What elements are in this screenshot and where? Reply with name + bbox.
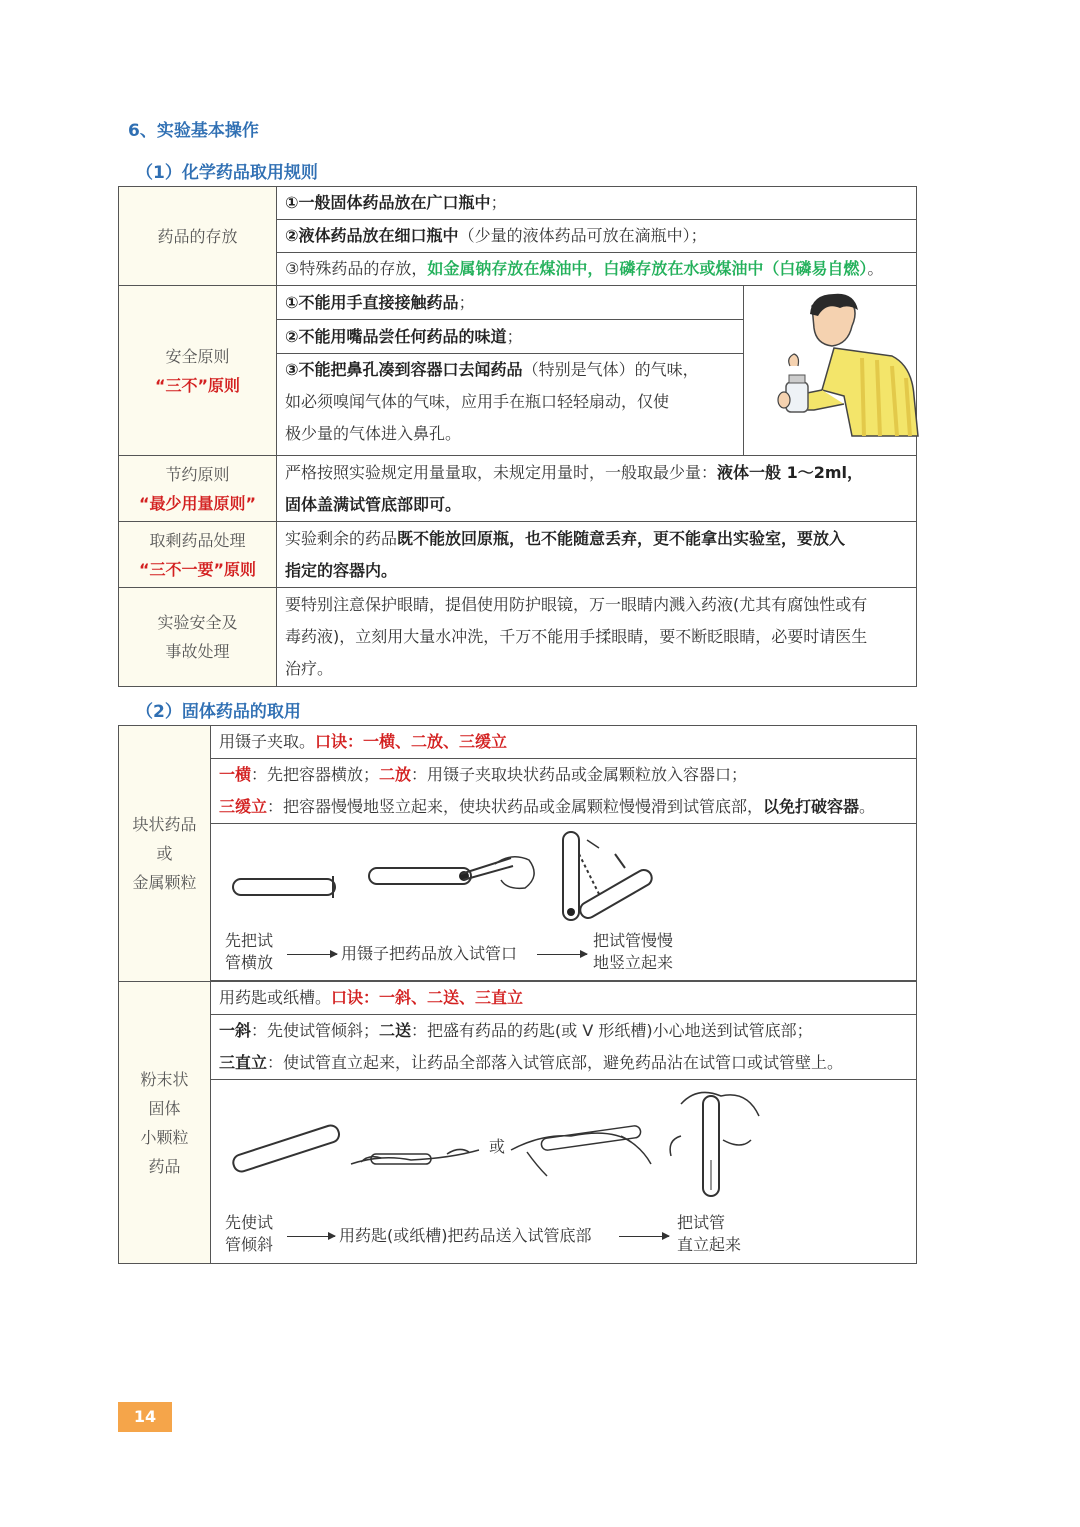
powder-step-2: 用药匙(或纸槽)把药品送入试管底部 [339, 1226, 592, 1245]
subsection-title-2: （2）固体药品的取用 [136, 702, 301, 722]
block-label: 块状药品 或 金属颗粒 [119, 726, 211, 982]
powder-procedure-illustration [211, 1080, 917, 1264]
powder-row-2: 一斜：先使试管倾斜；二送：把盛有药品的药匙(或 V 形纸槽)小心地送到试管底部； 三直立：使试管直立起来，让药品全部落入试管底部，避免药品沾在试管口或试管壁上。 [211, 1015, 917, 1080]
page-number: 14 [118, 1402, 172, 1432]
saving-text: 严格按照实验规定用量量取，未规定用量时，一般取最少量：液体一般 1～2ml， 固体盖满试管底部即可。 [277, 456, 917, 522]
powder-row-1: 用药匙或纸槽。口诀：一斜、二送、三直立 [211, 982, 917, 1015]
solid-drug-table [118, 725, 917, 1264]
leftover-text: 实验剩余的药品既不能放回原瓶，也不能随意丢弃，更不能拿出实验室，要放入 指定的容器内。 [277, 522, 917, 588]
block-step-2: 用镊子把药品放入试管口 [341, 944, 518, 963]
block-row-2: 一横：先把容器横放；二放：用镊子夹取块状药品或金属颗粒放入容器口； 三缓立：把容器慢慢地竖立起来，使块状药品或金属颗粒慢慢滑到试管底部，以免打破容器。 [211, 759, 917, 824]
boy-smelling-icon [752, 286, 925, 451]
leftover-label: 取剩药品处理 “三不一要”原则 [119, 522, 277, 588]
accident-text: 要特别注意保护眼睛，提倡使用防护眼镜，万一眼睛内溅入药液(尤其有腐蚀性或有 毒药液)，立刻用大量水冲洗，千万不能用手揉眼睛，要不断眨眼睛，必要时请医生 治疗。 [277, 588, 917, 687]
accident-label: 实验安全及 事故处理 [119, 588, 277, 687]
powder-label: 粉末状 固体 小颗粒 药品 [119, 982, 211, 1264]
storage-line-2: ②液体药品放在细口瓶中（少量的液体药品可放在滴瓶中）； [277, 220, 917, 253]
saving-label: 节约原则 “最少用量原则” [119, 456, 277, 522]
test-tube-powder-icon [211, 1080, 917, 1210]
safety-line-2: ②不能用嘴品尝任何药品的味道； [277, 320, 744, 354]
drug-rules-table [118, 186, 917, 687]
powder-step-1: 先使试 管倾斜 [225, 1213, 274, 1254]
arrow-icon [537, 954, 587, 955]
safety-label: 安全原则 “三不”原则 [119, 286, 277, 456]
section-title: 6、实验基本操作 [128, 121, 259, 141]
arrow-icon [287, 954, 337, 955]
test-tube-block-icon [211, 824, 917, 924]
arrow-icon [287, 1236, 335, 1237]
arrow-icon [619, 1236, 669, 1237]
safety-line-3: ③不能把鼻孔凑到容器口去闻药品（特别是气体）的气味， 如必须嗅闻气体的气味，应用手在瓶口轻轻扇动，仅使 极少量的气体进入鼻孔。 [277, 354, 744, 456]
block-step-1: 先把试 管横放 [225, 931, 274, 972]
storage-label: 药品的存放 [119, 187, 277, 286]
storage-line-1: ①一般固体药品放在广口瓶中； [277, 187, 917, 220]
storage-line-3: ③特殊药品的存放，如金属钠存放在煤油中，白磷存放在水或煤油中（白磷易自燃）。 [277, 253, 917, 286]
safety-line-1: ①不能用手直接接触药品； [277, 286, 744, 320]
powder-step-3: 把试管 直立起来 [677, 1213, 742, 1254]
or-label: 或 [489, 1137, 506, 1156]
block-row-1: 用镊子夹取。口诀：一横、二放、三缓立 [211, 726, 917, 759]
subsection-title-1: （1）化学药品取用规则 [136, 163, 318, 183]
block-step-3: 把试管慢慢 地竖立起来 [593, 931, 674, 972]
block-procedure-illustration [211, 824, 917, 981]
boy-smelling-illustration [744, 286, 917, 456]
